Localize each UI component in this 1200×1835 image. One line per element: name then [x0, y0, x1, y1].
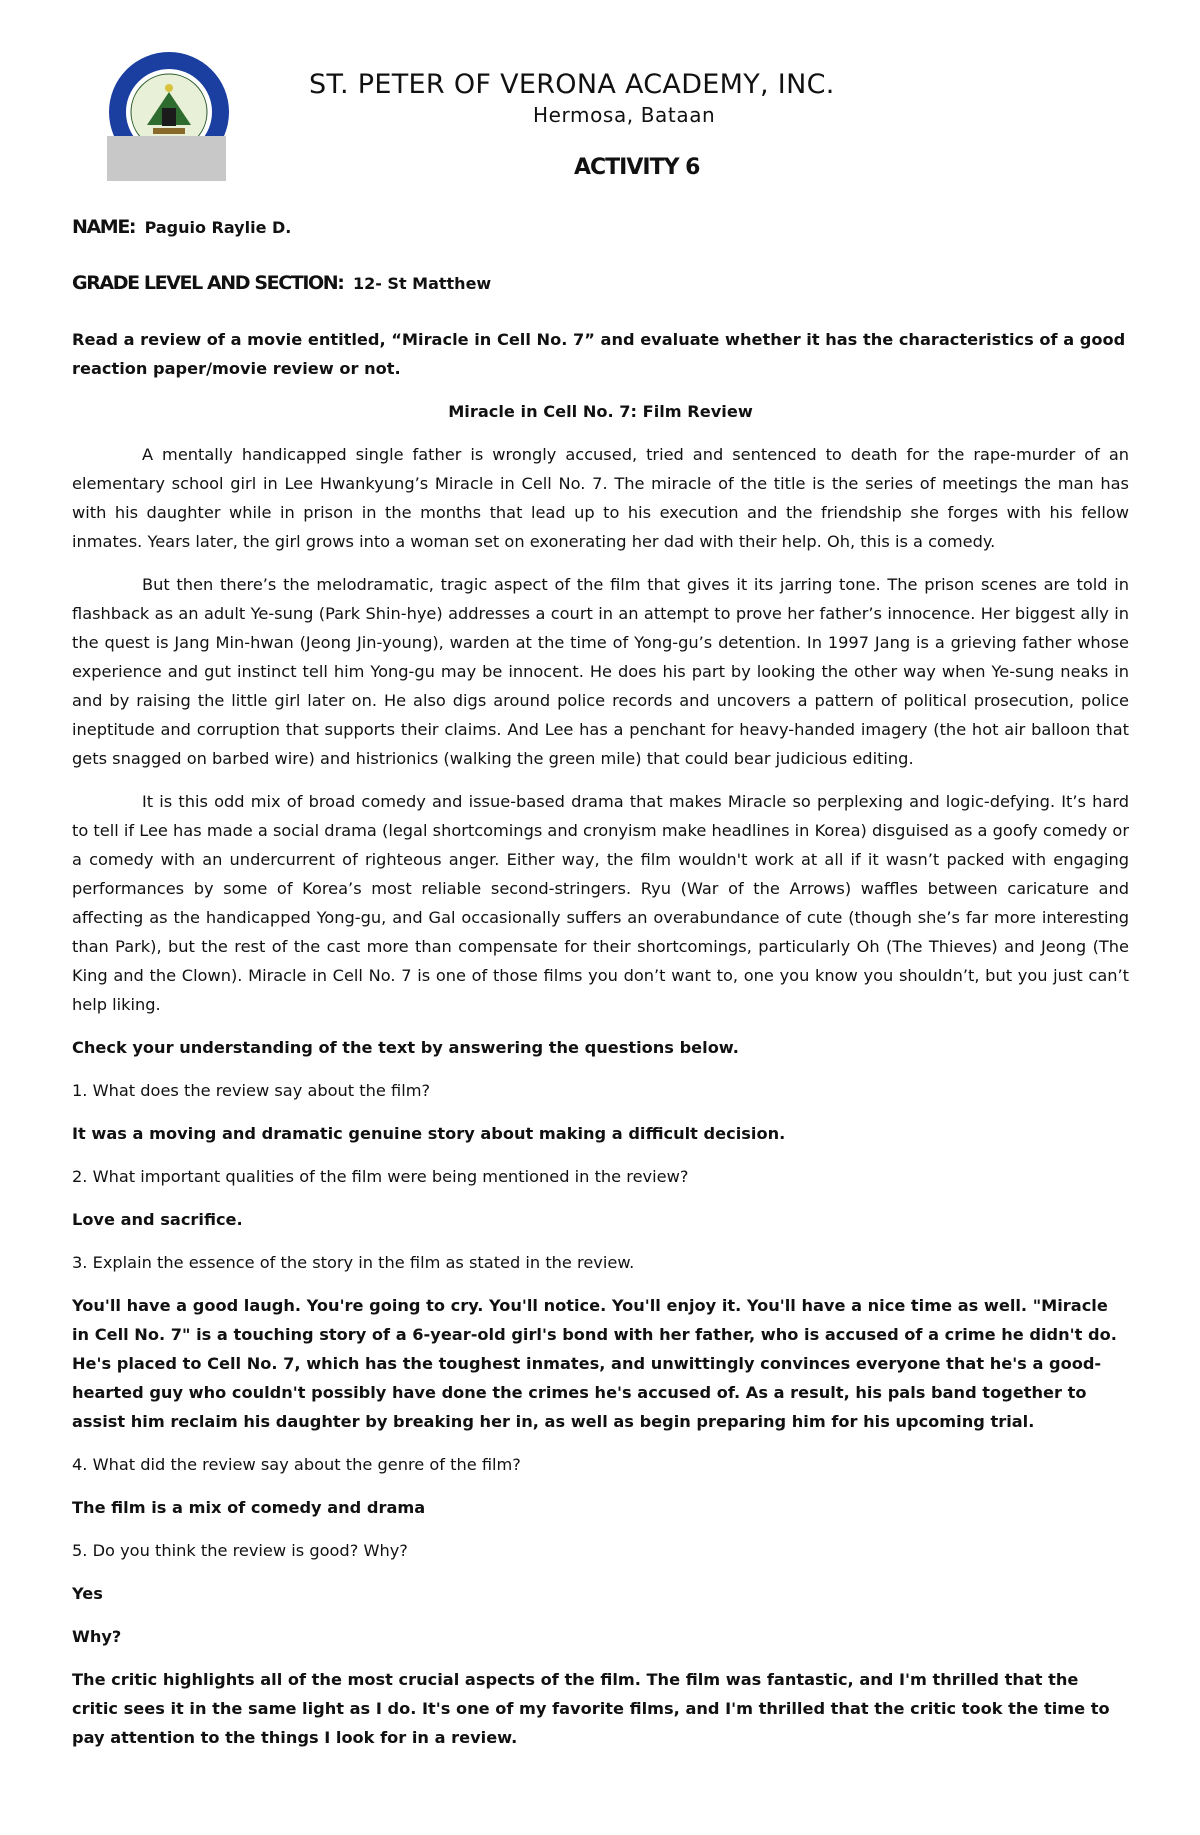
grade-row — [72, 272, 491, 294]
instructions: Read a review of a movie entitled, “Miracle in Cell No. 7” and evaluate whether it has the characteristics of a good reaction paper/movie review or not. — [72, 330, 1126, 378]
review-title: Miracle in Cell No. 7: Film Review — [448, 402, 753, 421]
review-paragraph: But then there’s the melodramatic, tragic aspect of the film that gives it its jarring tone. The prison scenes are told in flashback as an adult Ye-sung (Park Shin-hye) addresses a court in an attempt to prove her father’s innocence. Her biggest ally in the quest is Jang Min-hwan (Jeong Jin-young), warden at the time of Yong-gu’s detention. In 1997 Jang is a grieving father whose experience and gut instinct tell him Yong-gu may be innocent. He does his part by looking the other way when Ye-sung neaks in and by raising the little girl later on. He also digs around police records and uncovers a pattern of political prosecution, police ineptitude and corruption that supports their claims. And Lee has a penchant for heavy-handed imagery (the hot air balloon that gets snagged on barbed wire) and histrionics (walking the green mile) that could bear judicious editing. — [72, 575, 1129, 768]
questions-intro: Check your understanding of the text by answering the questions below. — [72, 1038, 739, 1057]
answer: The film is a mix of comedy and drama — [72, 1498, 426, 1517]
question: 2. What important qualities of the film were being mentioned in the review? — [72, 1167, 689, 1186]
answer: Yes — [72, 1584, 103, 1603]
document-body — [72, 325, 1129, 1766]
question: 1. What does the review say about the film? — [72, 1081, 431, 1100]
why-label: Why? — [72, 1627, 122, 1646]
answer: You'll have a good laugh. You're going to cry. You'll notice. You'll enjoy it. You'll have a nice time as well. "Miracle in Cell No. 7" is a touching story of a 6-year-old girl's bond with her father, who is accused of a crime he didn't do. He's placed to Cell No. 7, which has the toughest inmates, and unwittingly convinces everyone that he's a good-hearted guy who couldn't possibly have done the crimes he's accused of. As a result, his pals band together to assist him reclaim his daughter by breaking her in, as well as begin preparing him for his upcoming trial. — [72, 1296, 1117, 1431]
name-row — [72, 216, 291, 238]
question: 5. Do you think the review is good? Why? — [72, 1541, 408, 1560]
answer: Love and sacrifice. — [72, 1210, 243, 1229]
activity-title: ACTIVITY 6 — [574, 155, 700, 180]
answer: It was a moving and dramatic genuine story about making a difficult decision. — [72, 1124, 786, 1143]
review-paragraph: A mentally handicapped single father is wrongly accused, tried and sentenced to death for the rape-murder of an elementary school girl in Lee Hwankyung’s Miracle in Cell No. 7. The miracle of the title is the series of meetings the man has with his daughter while in prison in the months that lead up to his execution and the friendship she forges with his fellow inmates. Years later, the girl grows into a woman set on exonerating her dad with their help. Oh, this is a comedy. — [72, 445, 1129, 551]
question: 3. Explain the essence of the story in the film as stated in the review. — [72, 1253, 635, 1272]
grade-value: 12- St Matthew — [352, 274, 492, 293]
school-address: Hermosa, Bataan — [533, 103, 716, 127]
question: 4. What did the review say about the genre of the film? — [72, 1455, 521, 1474]
name-label: NAME: — [72, 216, 136, 238]
why-answer: The critic highlights all of the most crucial aspects of the film. The film was fantastic, and I'm thrilled that the critic sees it in the same light as I do. It's one of my favorite films, and I'm thrilled that the critic took the time to pay attention to the things I look for in a review. — [72, 1670, 1110, 1747]
school-name: ST. PETER OF VERONA ACADEMY, INC. — [309, 69, 835, 100]
grade-label: GRADE LEVEL AND SECTION: — [72, 272, 344, 294]
logo-placeholder-box — [107, 136, 226, 181]
name-value: Paguio Raylie D. — [144, 218, 292, 237]
review-paragraph: It is this odd mix of broad comedy and issue-based drama that makes Miracle so perplexing and logic-defying. It’s hard to tell if Lee has made a social drama (legal shortcomings and cronyism make headlines in Korea) disguised as a goofy comedy or a comedy with an undercurrent of righteous anger. Either way, the film wouldn't work at all if it wasn’t packed with engaging performances by some of Korea’s most reliable second-stringers. Ryu (War of the Arrows) waffles between caricature and affecting as the handicapped Yong-gu, and Gal occasionally suffers an overabundance of cute (though she’s far more interesting than Park), but the rest of the cast more than compensate for their shortcomings, particularly Oh (The Thieves) and Jeong (The King and the Clown). Miracle in Cell No. 7 is one of those films you don’t want to, one you know you shouldn’t, but you just can’t help liking. — [72, 792, 1129, 1014]
